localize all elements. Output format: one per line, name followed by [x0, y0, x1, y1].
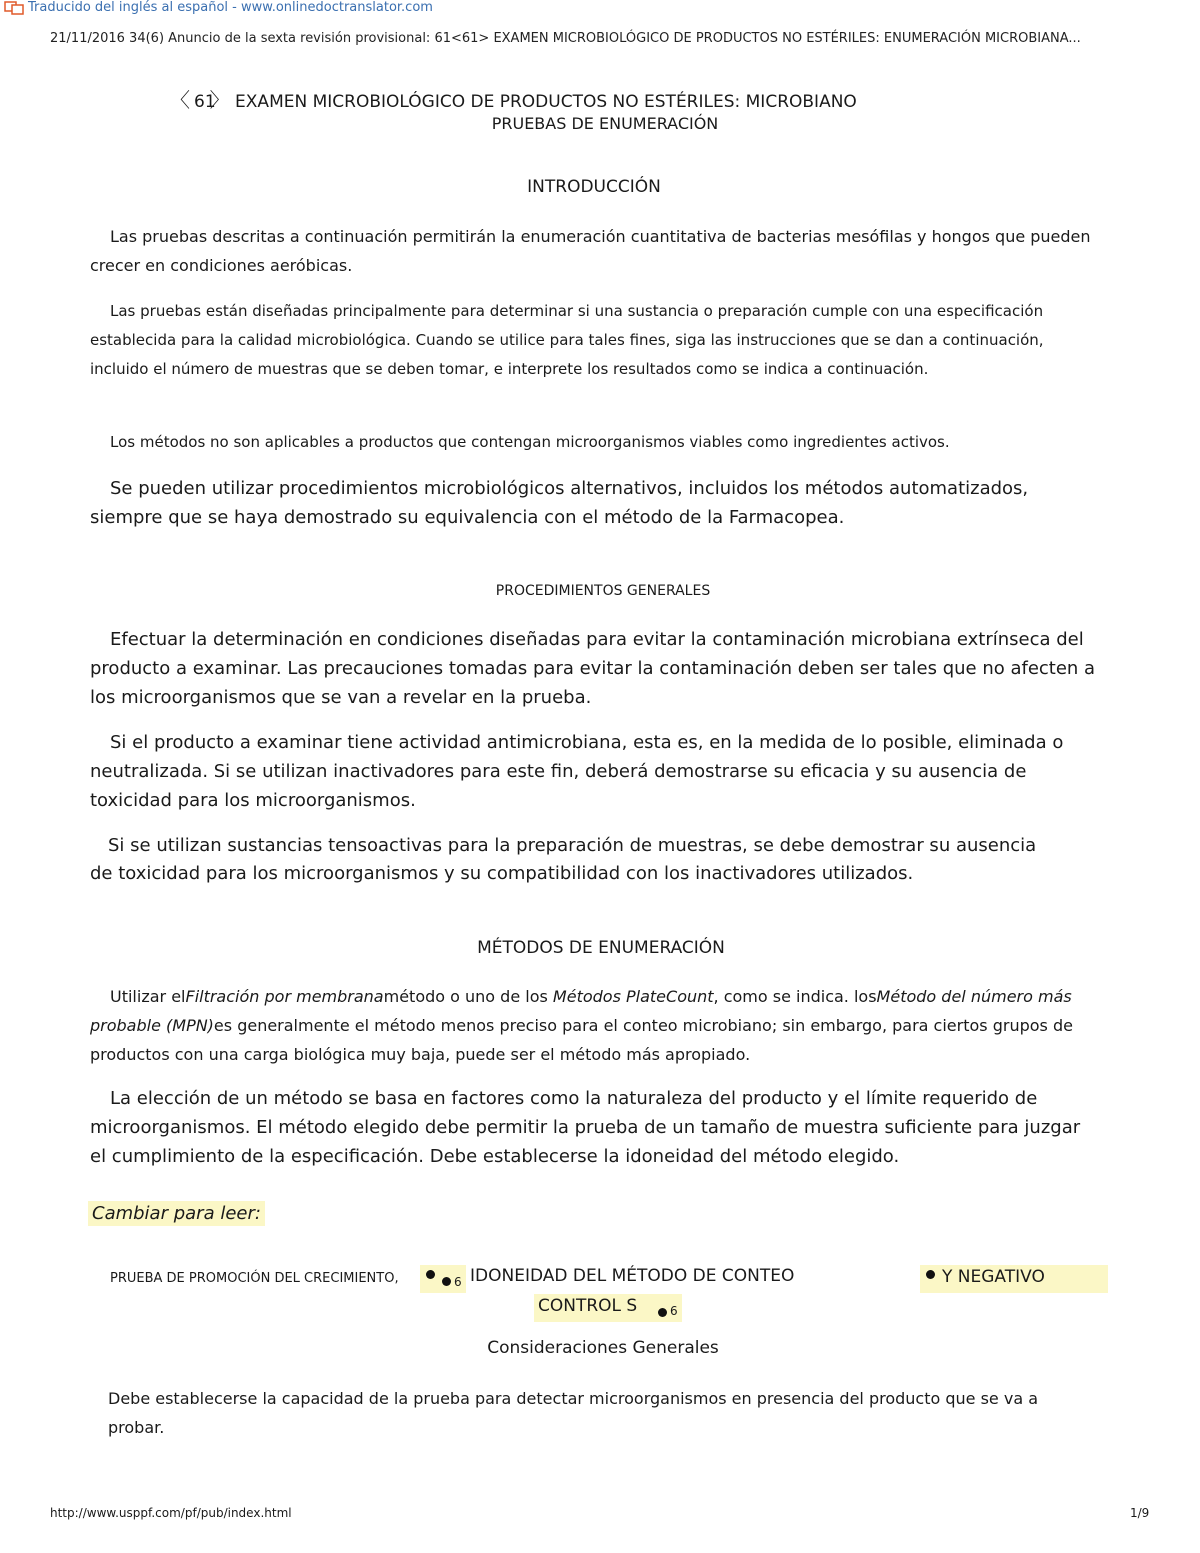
footer-page-number: 1/9: [1130, 1506, 1150, 1520]
highlight-mark-2: [920, 1265, 1108, 1293]
banner-text[interactable]: Traducido del inglés al español - www.onlinedoctranslator.com: [28, 0, 433, 15]
general-paragraph-2: Si el producto a examinar tiene actividad antimicrobiana, esta es, en la medida de lo posible, eliminada o neutralizada. Si se utilizan inactivadores para este fin, deberá demostrarse su eficacia y su ausencia de toxicidad para los microorganismos.: [90, 732, 1064, 811]
heading-suitability: IDONEIDAD DEL MÉTODO DE CONTEO: [470, 1266, 795, 1286]
methods-paragraph-1: [90, 982, 1120, 1069]
title-bracket-left: 〈: [170, 88, 190, 112]
section-heading-procedimientos: PROCEDIMIENTOS GENERALES: [495, 583, 711, 599]
methods-p1-em1: Filtración por membrana: [185, 987, 384, 1006]
intro-paragraph-2: Las pruebas están diseñadas principalmente para determinar si una sustancia o preparación cumple con una especificación establecida para la calidad microbiológica. Cuando se utilice para tales fines, siga las instrucciones que se dan a continuación, incluido el número de muestras que se deben tomar, e interprete los resultados como se indica a continuación.: [90, 302, 1044, 378]
bullet-icon: [426, 1270, 435, 1279]
print-header: 21/11/2016 34(6) Anuncio de la sexta revisión provisional: 61<61> EXAMEN MICROBIOLÓGICO DE PRODUCTOS NO ESTÉRILES: ENUMERACIÓN MICROBIANA...: [50, 31, 1081, 46]
translator-logo-icon: [4, 1, 24, 15]
heading-growth-promotion: PRUEBA DE PROMOCIÓN DEL CRECIMIENTO,: [110, 1271, 399, 1286]
intro-paragraph-3: Los métodos no son aplicables a productos que contengan microorganismos viables como ingredientes activos.: [110, 433, 950, 451]
heading-controls: CONTROL S: [538, 1296, 638, 1316]
change-label-text: Cambiar para leer:: [92, 1203, 261, 1224]
page-title: [170, 84, 857, 113]
methods-p1-em3: Método del número más probable (MPN): [90, 987, 1072, 1035]
translator-banner[interactable]: [4, 0, 433, 15]
bullet-icon: [658, 1308, 667, 1317]
heading-negative: Y NEGATIVO: [942, 1267, 1045, 1287]
methods-p1-c: , como se indica. los: [713, 987, 877, 1006]
general-paragraph-3a: Si se utilizan sustancias tensoactivas para la preparación de muestras, se debe demostrar su ausencia: [108, 835, 1037, 856]
title-line1: EXAMEN MICROBIOLÓGICO DE PRODUCTOS NO ESTÉRILES: MICROBIANO: [235, 92, 857, 112]
general-paragraph-1: Efectuar la determinación en condiciones diseñadas para evitar la contaminación microbiana extrínseca del producto a examinar. Las precauciones tomadas para evitar la contaminación deben ser tales que no afecten a los microorganismos que se van a revelar en la prueba.: [90, 629, 1096, 708]
methods-paragraph-2: La elección de un método se basa en factores como la naturaleza del producto y el límite requerido de microorganismos. El método elegido debe permitir la prueba de un tamaño de muestra suficiente para juzgar el cumplimiento de la especificación. Debe establecerse la idoneidad del método elegido.: [90, 1088, 1081, 1167]
superscript-6: 6: [454, 1275, 462, 1289]
highlight-mark-3: [534, 1294, 682, 1322]
title-number: 61: [194, 92, 216, 112]
general-paragraph-3b: de toxicidad para los microorganismos y su compatibilidad con los inactivadores utilizados.: [90, 863, 914, 884]
methods-p1-b: método o uno de los: [383, 987, 548, 1006]
methods-p1-a: Utilizar el: [110, 987, 186, 1006]
title-bracket-right: 〉: [209, 88, 230, 112]
highlight-mark-1: [420, 1265, 466, 1293]
superscript-6: 6: [670, 1304, 678, 1318]
section-heading-metodos: MÉTODOS DE ENUMERACIÓN: [477, 938, 725, 958]
intro-paragraph-1: Las pruebas descritas a continuación permitirán la enumeración cuantitativa de bacterias mesófilas y hongos que pueden crecer en condiciones aeróbicas.: [90, 227, 1091, 275]
change-paragraph-1: Debe establecerse la capacidad de la prueba para detectar microorganismos en presencia del producto que se va a probar.: [108, 1389, 1039, 1437]
intro-paragraph-4: Se pueden utilizar procedimientos microbiológicos alternativos, incluidos los métodos automatizados, siempre que se haya demostrado su equivalencia con el método de la Farmacopea.: [90, 478, 1029, 528]
section-heading-introduccion: INTRODUCCIÓN: [527, 177, 661, 197]
bullet-icon: [442, 1277, 451, 1286]
bullet-icon: [926, 1270, 935, 1279]
subheading-general-considerations: Consideraciones Generales: [487, 1338, 719, 1358]
methods-p1-em2: Métodos PlateCount: [552, 987, 714, 1006]
change-label: [88, 1201, 265, 1226]
footer-url: http://www.usppf.com/pf/pub/index.html: [50, 1506, 292, 1520]
title-line2: PRUEBAS DE ENUMERACIÓN: [491, 114, 719, 133]
methods-p1-d: es generalmente el método menos preciso para el conteo microbiano; sin embargo, para ciertos grupos de productos con una carga biológica muy baja, puede ser el método más apropiado.: [90, 1016, 1073, 1064]
